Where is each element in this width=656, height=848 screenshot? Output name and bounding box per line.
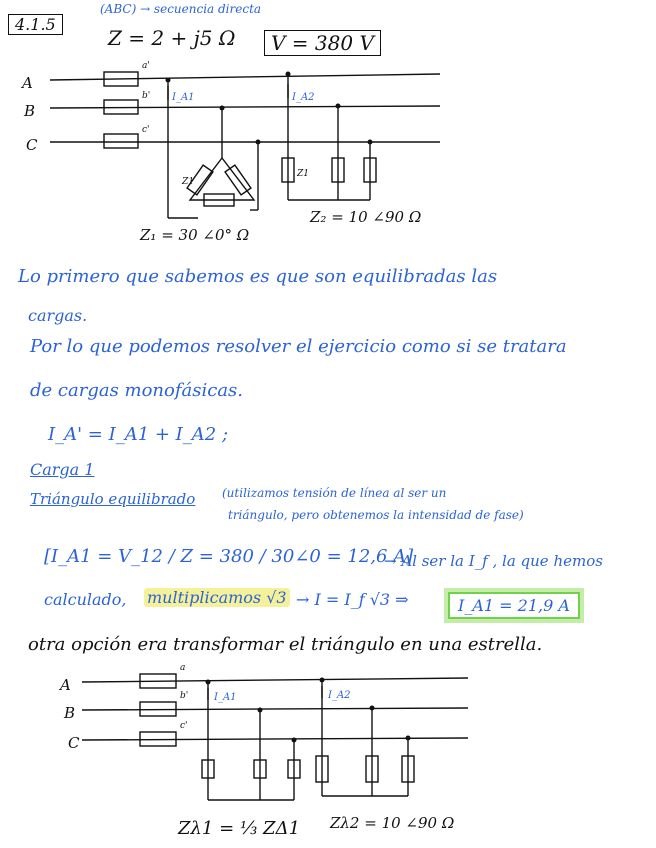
current2-ia1-label: I_A1 bbox=[214, 692, 237, 703]
phase2-c-label: C bbox=[68, 734, 80, 752]
phase-a-label: A bbox=[22, 74, 33, 92]
problem-id: 4.1.5 bbox=[8, 14, 63, 35]
calc-word: calculado, bbox=[44, 590, 127, 609]
delta-z1-label: Z1 bbox=[182, 177, 194, 187]
current-ia2-label: I_A2 bbox=[292, 92, 315, 103]
z2-value: Z₂ = 10 ∠90 Ω bbox=[310, 208, 422, 226]
result-box: I_A1 = 21,9 A bbox=[448, 592, 580, 619]
z1-value: Z₁ = 30 ∠0° Ω bbox=[140, 226, 250, 244]
zy1-value: Zλ1 = ⅓ ZΔ1 bbox=[178, 818, 301, 839]
text-line-1: Lo primero que sabemos es que son equilibradas las bbox=[18, 266, 498, 287]
equation-tail: → Al ser la I_f , la que hemos bbox=[384, 552, 603, 570]
phase-c-label: C bbox=[26, 136, 38, 154]
text-line-4: de cargas monofásicas. bbox=[30, 380, 244, 401]
alternative-text: otra opción era transformar el triángulo en una estrella. bbox=[28, 634, 543, 655]
phase2-a-label: A bbox=[60, 676, 71, 694]
equation-rule: → I = I_f √3 ⇒ bbox=[296, 590, 409, 609]
equation-current-sum: I_A' = I_A1 + I_A2 ; bbox=[48, 424, 229, 445]
sequence-note: (ABC) → secuencia directa bbox=[100, 2, 262, 16]
text-line-3: Por lo que podemos resolver el ejercicio como si se tratara bbox=[30, 336, 567, 357]
current-ia1-label: I_A1 bbox=[172, 92, 195, 103]
phase2-b-label: B bbox=[64, 704, 76, 722]
note-line-1: (utilizamos tensión de línea al ser un bbox=[222, 486, 447, 500]
node-a-label: a' bbox=[142, 61, 150, 71]
node-c-label: c' bbox=[142, 125, 150, 135]
equation-calc: [I_A1 = V_12 / Z = 380 / 30∠0 = 12,6 A] bbox=[44, 546, 414, 567]
text-line-2: cargas. bbox=[28, 306, 88, 325]
node2-b-label: b' bbox=[180, 691, 189, 701]
current2-ia2-label: I_A2 bbox=[328, 690, 351, 701]
carga1-heading: Carga 1 bbox=[30, 460, 95, 479]
node2-c-label: c' bbox=[180, 721, 188, 731]
phase-b-label: B bbox=[24, 102, 36, 120]
node-b-label: b' bbox=[142, 91, 151, 101]
impedance-value: Z = 2 + j5 Ω bbox=[108, 26, 236, 50]
load2-z-label: Z1 bbox=[297, 169, 309, 179]
zy2-value: Zλ2 = 10 ∠90 Ω bbox=[330, 814, 455, 832]
node2-a-label: a bbox=[180, 663, 186, 673]
highlight-multiply: multiplicamos √3 bbox=[144, 588, 290, 607]
triangulo-heading: Triángulo equilibrado bbox=[30, 490, 196, 508]
voltage-value: V = 380 V bbox=[264, 30, 381, 56]
note-line-2: triángulo, pero obtenemos la intensidad de fase) bbox=[228, 508, 524, 522]
